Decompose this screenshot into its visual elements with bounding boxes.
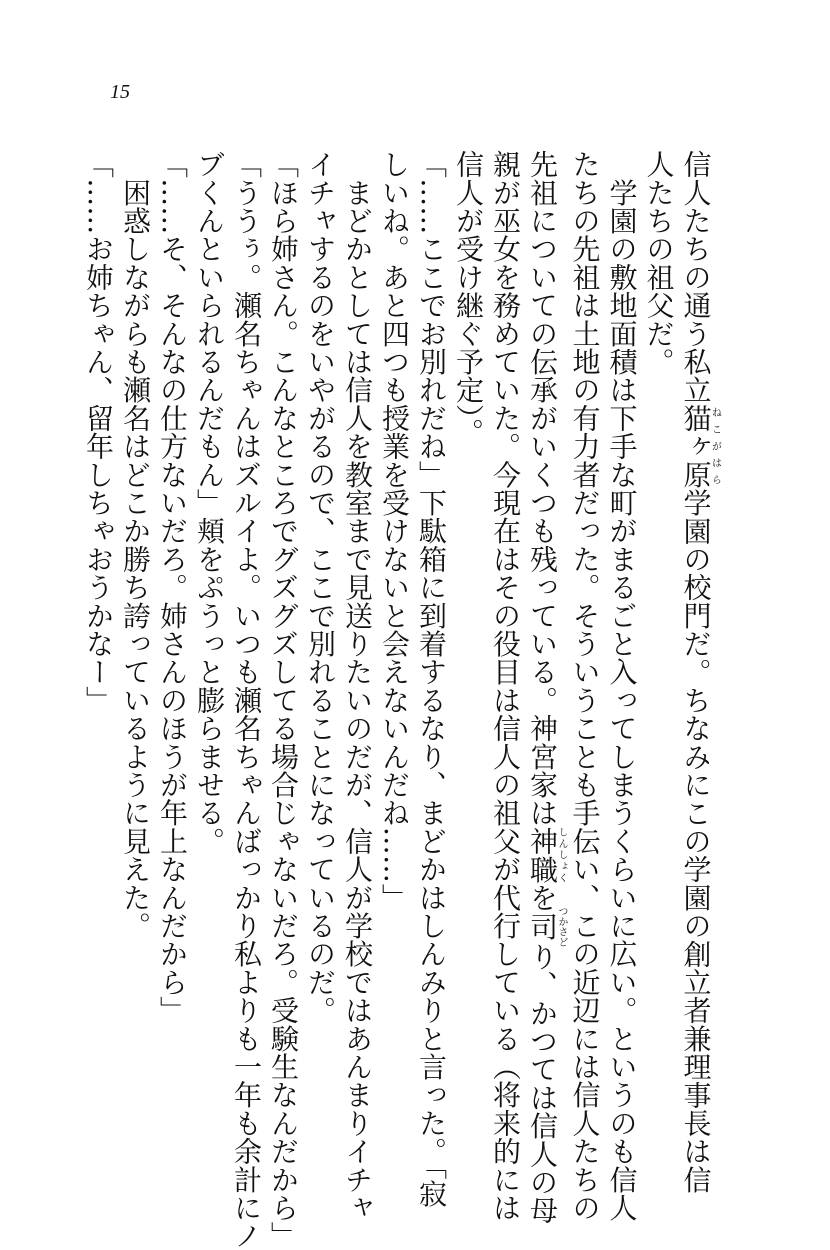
ruby-word (679, 403, 721, 489)
text-segment: 先祖についての伝承がいくつも残っている。神宮家は (526, 150, 559, 827)
ruby-reading: つかさど (556, 906, 567, 948)
page-number: 15 (110, 81, 130, 103)
text-line: 「……そ、そんなの仕方ないだろ。姉さんのほうが年上なんだから」 (156, 150, 189, 1025)
text-line: しいね。あと四つも授業を受けないと会えないんだね……」 (378, 150, 411, 912)
text-line (678, 150, 721, 1194)
ruby-reading: ねこがはら (709, 403, 721, 489)
ruby-base: 神職 (526, 826, 559, 884)
text-segment: 信人たちの通う私立 (679, 150, 713, 404)
text-line: イチャするのをいやがるので、ここで別れることになっているのだ。 (304, 150, 337, 1025)
text-line: たちの先祖は土地の有力者だった。そういうことも手伝い、この近辺には信人たちの (568, 150, 602, 1222)
ruby-word (526, 906, 567, 948)
text-segment: り、かつては信人の母 (526, 942, 559, 1225)
text-segment: 学園の校門だ。ちなみにこの学園の創立者兼理事長は信 (679, 488, 713, 1194)
text-line: 「……ここでお別れだね」下駄箱に到着するなり、まどかはしんみりと言った。「寂 (415, 150, 448, 1208)
text-line: まどかとしては信人を教室まで見送りたいのだが、信人が学校ではあんまりイチャ (341, 150, 374, 1222)
text-line: 信人が受け継ぐ予定）。 (452, 150, 485, 447)
text-line: ブくんといられるんだもん」頬をぷうっと膨らませる。 (193, 150, 226, 855)
text-segment: を (526, 883, 559, 912)
text-line: 人たちの祖父だ。 (642, 150, 676, 376)
text-line: 困惑しながらも瀬名はどこか勝ち誇っているように見えた。 (119, 150, 152, 940)
ruby-base: 猫ヶ原 (679, 403, 713, 489)
vertical-body-text (80, 150, 721, 1250)
text-line: 「ほら姉さん。こんなところでグズグズしてる場合じゃないだろ。受験生なんだから」 (267, 150, 300, 1250)
text-line: 「ううぅ。瀬名ちゃんはズルイよ。いつも瀬名ちゃんばっかり私よりも一年も余計にノ (230, 150, 263, 1250)
ruby-word (526, 826, 567, 884)
text-line: 学園の敷地面積は下手な町がまるごと入ってしまうくらいに広い。というのも信人 (605, 150, 639, 1222)
ruby-base: 司 (526, 906, 559, 948)
text-line (524, 150, 567, 1225)
text-line: 「……お姉ちゃん、留年しちゃおうかなー」 (82, 150, 115, 714)
text-line: 親が巫女を務めていた。今現在はその役目は信人の祖父が代行している（将来的には (489, 150, 522, 1222)
ruby-reading: しんしょく (556, 826, 567, 884)
